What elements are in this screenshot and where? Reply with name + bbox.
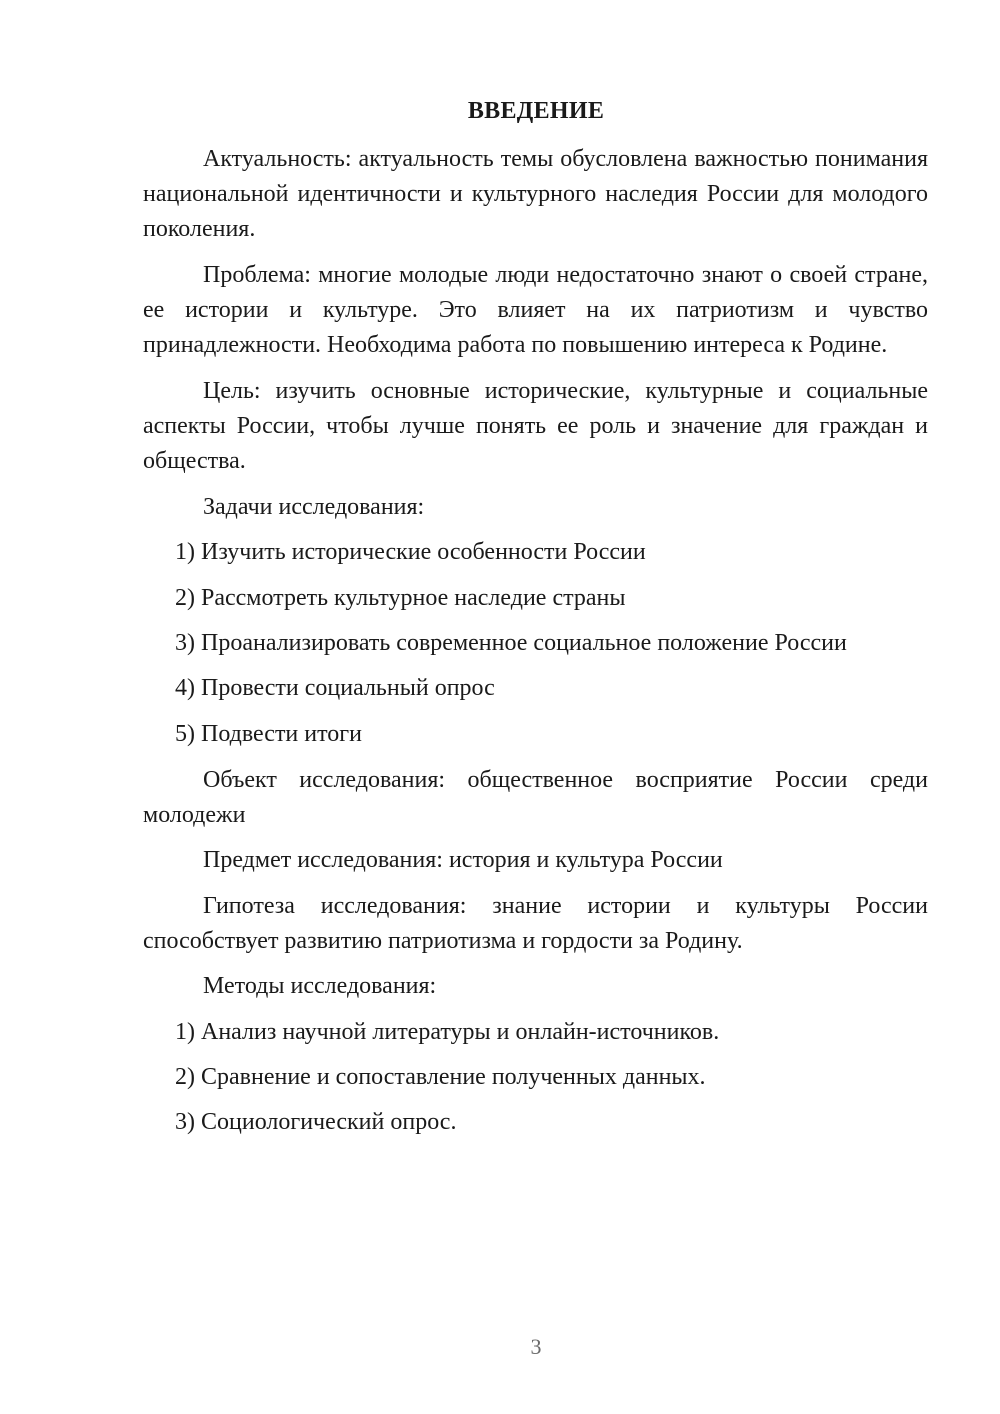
page-title: ВВЕДЕНИЕ [467, 98, 605, 124]
task-item-1: 1) Изучить исторические особенности России [175, 539, 646, 565]
task-item-4: 4) Провести социальный опрос [175, 675, 495, 701]
relevance-paragraph: Актуальность: актуальность темы обусловлена важностью понимания национальной идентичности и культурного наследия России для молодого поколения. [143, 146, 928, 242]
method-item-1: 1) Анализ научной литературы и онлайн-источников. [175, 1019, 720, 1045]
method-item-2: 2) Сравнение и сопоставление полученных данных. [175, 1064, 706, 1090]
tasks-title: Задачи исследования: [203, 494, 425, 520]
methods-title: Методы исследования: [203, 973, 437, 999]
task-item-2: 2) Рассмотреть культурное наследие страны [175, 585, 626, 611]
hypothesis-paragraph: Гипотеза исследования: знание истории и культуры России способствует развитию патриотизма и гордости за Родину. [143, 893, 928, 954]
page-number: 3 [530, 1334, 542, 1359]
task-item-3: 3) Проанализировать современное социальное положение России [175, 630, 847, 656]
method-item-3: 3) Социологический опрос. [175, 1109, 457, 1135]
problem-paragraph: Проблема: многие молодые люди недостаточно знают о своей стране, ее истории и культуре. Это влияет на их патриотизм и чувство принадлежности. Необходима работа по повышению интереса к Родине. [143, 262, 928, 358]
goal-paragraph: Цель: изучить основные исторические, культурные и социальные аспекты России, чтобы лучше понять ее роль и значение для граждан и общества. [143, 378, 928, 474]
object-paragraph: Объект исследования: общественное восприятие России среди молодежи [143, 767, 928, 828]
task-item-5: 5) Подвести итоги [175, 721, 362, 747]
subject-paragraph: Предмет исследования: история и культура России [203, 847, 723, 873]
